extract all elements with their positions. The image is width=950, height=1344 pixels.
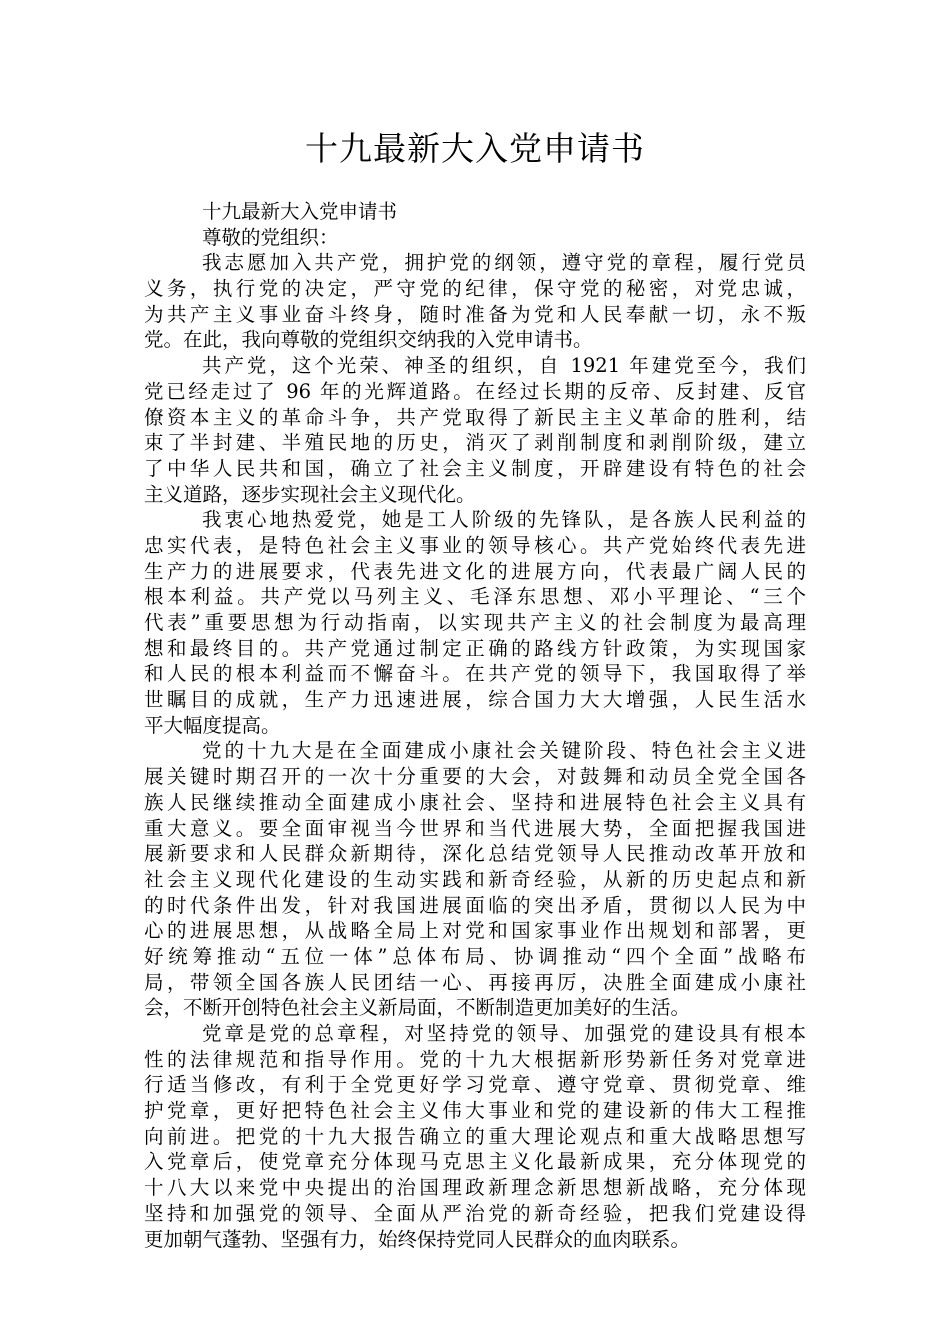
text-line: 世瞩目的成就，生产力迅速进展，综合国力大大增强，人民生活水 [144, 688, 806, 712]
text-line: 党的十九大是在全面建成小康社会关键阶段、特色社会主义进 [202, 739, 806, 763]
text-line: 平大幅度提高。 [144, 713, 281, 737]
text-line: 僚资本主义的革命斗争，共产党取得了新民主主义革命的胜利，结 [144, 405, 806, 429]
text-line: 的时代条件出发，针对我国进展面临的突出矛盾，贯彻以人民为中 [144, 893, 806, 917]
text-line: 生产力的进展要求，代表先进文化的进展方向，代表最广阔人民的 [144, 559, 806, 583]
text-line: 忠实代表，是特色社会主义事业的领导核心。共产党始终代表先进 [144, 533, 806, 557]
text-line: 社会主义现代化建设的生动实践和新奇经验，从新的历史起点和新 [144, 867, 806, 891]
text-line: 展新要求和人民群众新期待，深化总结党领导人民推动改革开放和 [144, 842, 806, 866]
document-body [144, 199, 806, 1252]
text-line: 护党章，更好把特色社会主义伟大事业和党的建设新的伟大工程推 [144, 1099, 806, 1123]
text-line: 党已经走过了 96 年的光辉道路。在经过长期的反帝、反封建、反官 [144, 379, 806, 403]
text-line: 和人民的根本利益而不懈奋斗。在共产党的领导下，我国取得了举 [144, 662, 806, 686]
text-line: 尊敬的党组织： [202, 225, 339, 249]
text-line: 会，不断开创特色社会主义新局面，不断制造更加美好的生活。 [144, 996, 691, 1020]
text-line: 行适当修改，有利于全党更好学习党章、遵守党章、贯彻党章、维 [144, 1073, 806, 1097]
text-line: 共产党，这个光荣、神圣的组织，自 1921 年建党至今，我们 [202, 354, 806, 378]
text-line: 党。在此，我向尊敬的党组织交纳我的入党申请书。 [144, 328, 593, 352]
text-line: 向前进。把党的十九大报告确立的重大理论观点和重大战略思想写 [144, 1124, 806, 1148]
text-line: 性的法律规范和指导作用。党的十九大根据新形势新任务对党章进 [144, 1047, 806, 1071]
text-line: 展关键时期召开的一次十分重要的大会，对鼓舞和动员全党全国各 [144, 765, 806, 789]
text-line: 十八大以来党中央提出的治国理政新理念新思想新战略，充分体现 [144, 1176, 806, 1200]
text-line: 主义道路，逐步实现社会主义现代化。 [144, 482, 476, 506]
text-line: 束了半封建、半殖民地的历史，消灭了剥削制度和剥削阶级，建立 [144, 431, 806, 455]
text-line: 根本利益。共产党以马列主义、毛泽东思想、邓小平理论、“三个 [144, 585, 806, 609]
text-line: 重大意义。要全面审视当今世界和当代进展大势，全面把握我国进 [144, 816, 806, 840]
text-line: 十九最新大入党申请书 [202, 200, 398, 223]
text-line: 好统筹推动“五位一体”总体布局、协调推动“四个全面”战略布 [144, 944, 806, 968]
text-line: 心的进展思想，从战略全局上对党和国家事业作出规划和部署，更 [144, 919, 806, 943]
text-line: 为共产主义事业奋斗终身，随时准备为党和人民奉献一切，永不叛 [144, 302, 806, 326]
text-line: 族人民继续推动全面建成小康社会、坚持和进展特色社会主义具有 [144, 790, 806, 814]
text-line: 入党章后，使党章充分体现马克思主义化最新成果，充分体现党的 [144, 1150, 806, 1174]
document-title: 十九最新大入党申请书 [305, 129, 645, 168]
text-line: 坚持和加强党的领导、全面从严治党的新奇经验，把我们党建设得 [144, 1201, 806, 1225]
text-line: 了中华人民共和国，确立了社会主义制度，开辟建设有特色的社会 [144, 456, 806, 480]
text-line: 我志愿加入共产党，拥护党的纲领，遵守党的章程，履行党员 [202, 251, 806, 275]
text-line: 想和最终目的。共产党通过制定正确的路线方针政策，为实现国家 [144, 636, 806, 660]
text-line: 局，带领全国各族人民团结一心、再接再厉，决胜全面建成小康社 [144, 970, 806, 994]
text-line: 义务，执行党的决定，严守党的纪律，保守党的秘密，对党忠诚， [144, 277, 806, 301]
text-line: 代表”重要思想为行动指南，以实现共产主义的社会制度为最高理 [144, 611, 806, 634]
text-line: 党章是党的总章程，对坚持党的领导、加强党的建设具有根本 [202, 1022, 806, 1045]
text-line: 更加朝气蓬勃、坚强有力，始终保持党同人民群众的血肉联系。 [144, 1227, 691, 1251]
text-line: 我衷心地热爱党，她是工人阶级的先锋队，是各族人民利益的 [202, 508, 806, 532]
